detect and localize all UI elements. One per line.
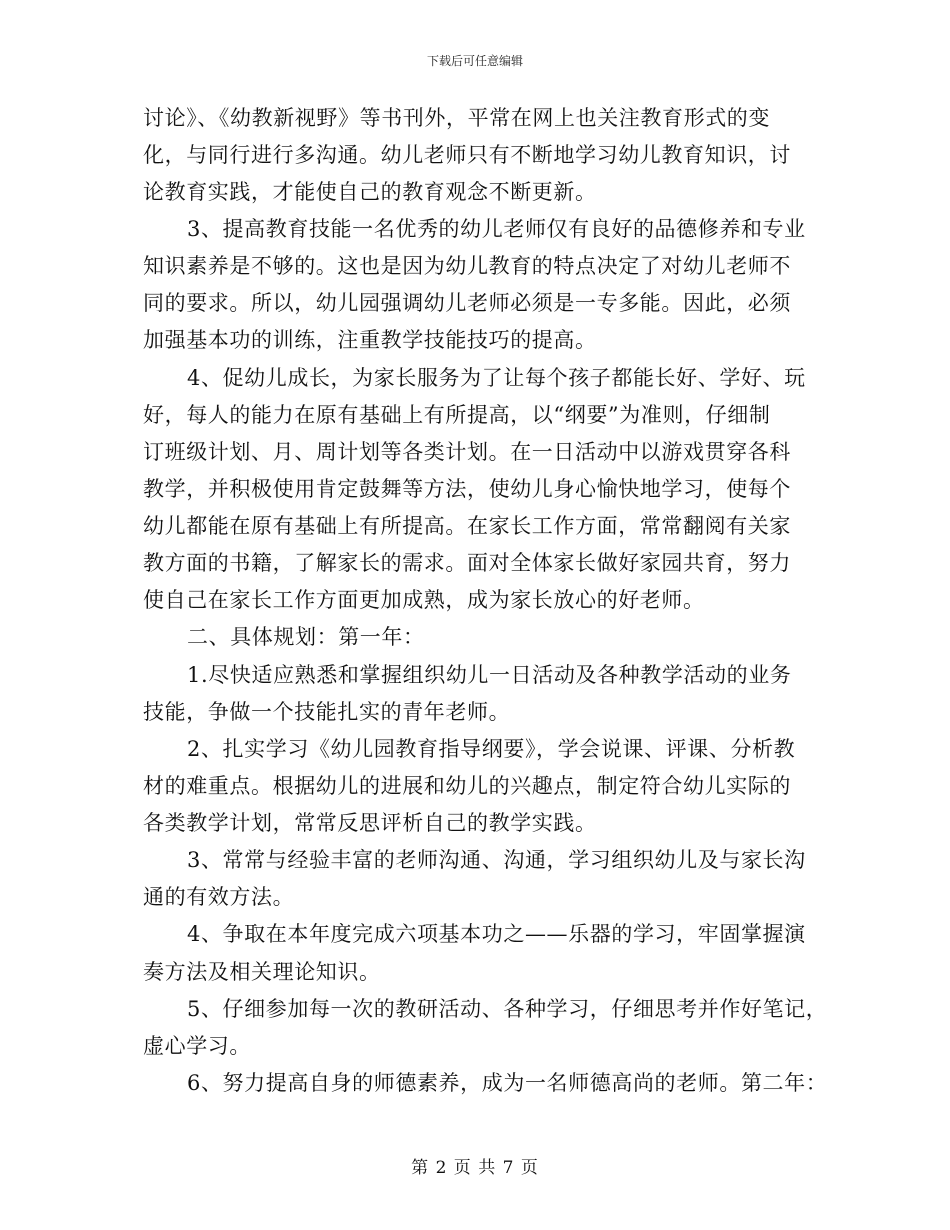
paragraph-line: 加强基本功的训练，注重教学技能技巧的提高。 xyxy=(143,328,597,352)
paragraph-line: 幼儿都能在原有基础上有所提高。在家长工作方面，常常翻阅有关家 xyxy=(143,514,791,538)
paragraph-line: 教方面的书籍，了解家长的需求。面对全体家长做好家园共育，努力 xyxy=(143,551,791,575)
section-heading: 二、具体规划：第一年： xyxy=(187,625,425,649)
paragraph-line: 同的要求。所以，幼儿园强调幼儿老师必须是一专多能。因此，必须 xyxy=(143,291,791,315)
paragraph-line: 使自己在家长工作方面更加成熟，成为家长放心的好老师。 xyxy=(143,588,705,612)
paragraph-line: 通的有效方法。 xyxy=(143,885,295,909)
paragraph-line: 教学，并积极使用肯定鼓舞等方法，使幼儿身心愉快地学习，使每个 xyxy=(143,477,791,501)
paragraph-line: 2、扎实学习《幼儿园教育指导纲要》，学会说课、评课、分析教 xyxy=(187,737,796,761)
paragraph-line: 4、争取在本年度完成六项基本功之——乐器的学习，牢固掌握演 xyxy=(187,922,806,946)
paragraph-line: 1.尽快适应熟悉和掌握组织幼儿一日活动及各种教学活动的业务 xyxy=(187,663,792,687)
paragraph-line: 论教育实践，才能使自己的教育观念不断更新。 xyxy=(143,180,597,204)
paragraph-line: 订班级计划、月、周计划等各类计划。在一日活动中以游戏贯穿各科 xyxy=(143,440,791,464)
paragraph-line: 讨论》、《幼教新视野》等书刊外，平常在网上也关注教育形式的变 xyxy=(143,106,770,130)
paragraph-line: 各类教学计划，常常反思评析自己的教学实践。 xyxy=(143,811,597,835)
paragraph-line: 材的难重点。根据幼儿的进展和幼儿的兴趣点，制定符合幼儿实际的 xyxy=(143,774,791,798)
paragraph-line: 4、促幼儿成长，为家长服务为了让每个孩子都能长好、学好、玩 xyxy=(187,366,806,390)
paragraph-line: 好，每人的能力在原有基础上有所提高，以“纲要”为准则，仔细制 xyxy=(143,403,771,427)
paragraph-line: 化，与同行进行多沟通。幼儿老师只有不断地学习幼儿教育知识，讨 xyxy=(143,143,791,167)
paragraph-line: 6、努力提高自身的师德素养，成为一名师德高尚的老师。第二年： xyxy=(187,1071,828,1095)
paragraph-line: 5、仔细参加每一次的教研活动、各种学习，仔细思考并作好笔记， xyxy=(187,997,828,1021)
page-number: 第 2 页 共 7 页 xyxy=(411,1158,539,1178)
page-header: 下载后可任意编辑 xyxy=(426,54,523,68)
paragraph-line: 3、提高教育技能一名优秀的幼儿老师仅有良好的品德修养和专业 xyxy=(187,217,806,241)
paragraph-line: 3、常常与经验丰富的老师沟通、沟通，学习组织幼儿及与家长沟 xyxy=(187,848,806,872)
paragraph-line: 技能，争做一个技能扎实的青年老师。 xyxy=(143,700,511,724)
paragraph-line: 虚心学习。 xyxy=(143,1034,251,1058)
paragraph-line: 知识素养是不够的。这也是因为幼儿教育的特点决定了对幼儿老师不 xyxy=(143,254,791,278)
paragraph-line: 奏方法及相关理论知识。 xyxy=(143,960,381,984)
